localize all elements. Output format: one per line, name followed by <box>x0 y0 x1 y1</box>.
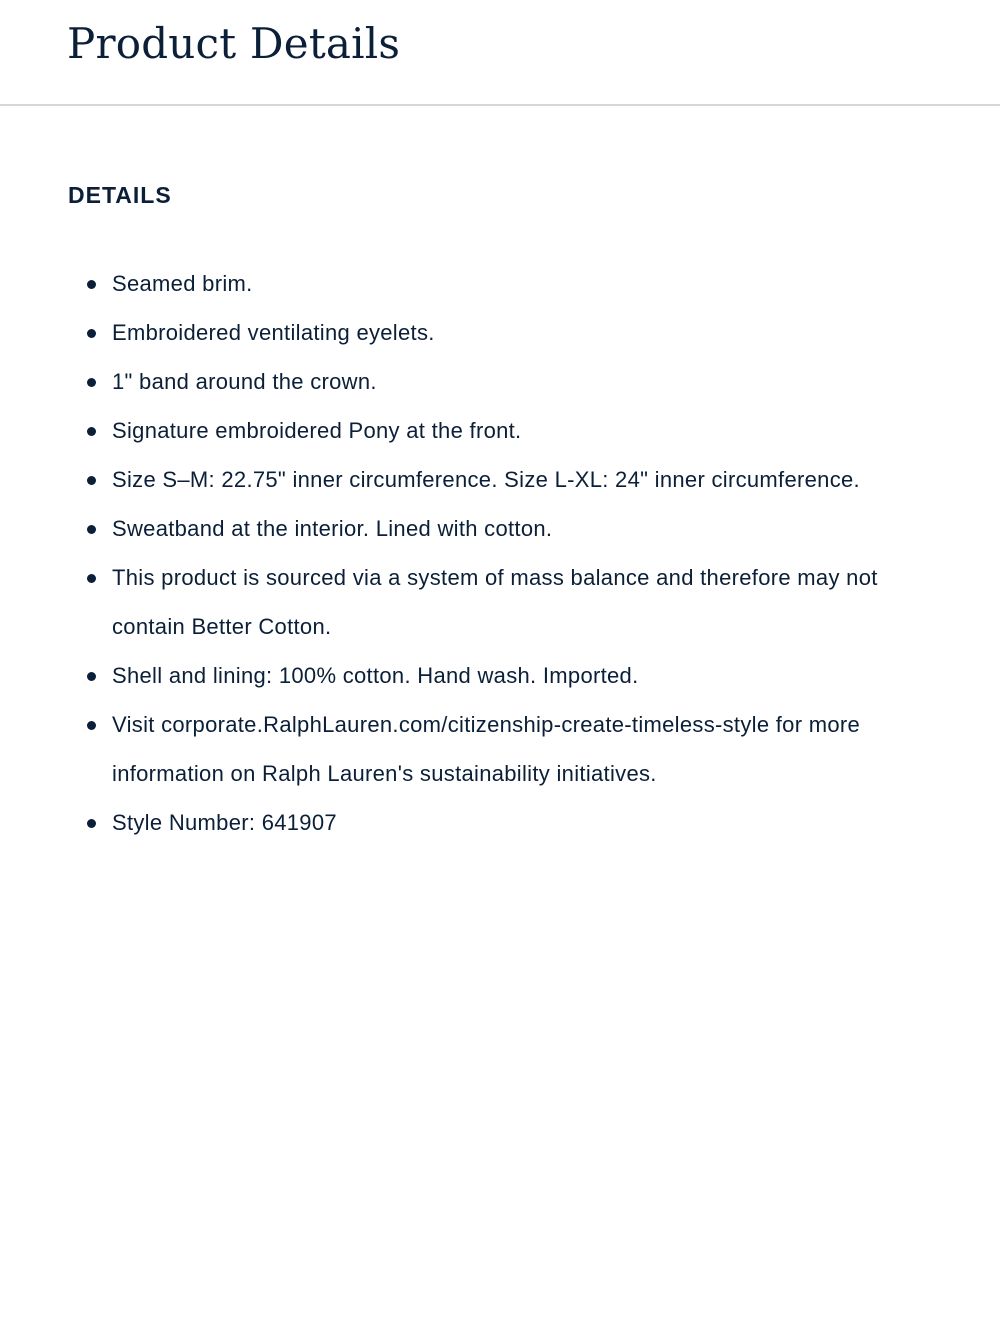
bullet-icon <box>87 378 96 387</box>
bullet-icon <box>87 721 96 730</box>
list-item-text: Shell and lining: 100% cotton. Hand wash. Imported. <box>112 663 639 688</box>
list-item-text: Style Number: 641907 <box>112 810 337 835</box>
list-item <box>0 357 1000 406</box>
list-item-text: Sweatband at the interior. Lined with cotton. <box>112 516 553 541</box>
list-item <box>0 700 1000 798</box>
list-item <box>0 308 1000 357</box>
list-item <box>0 798 1000 847</box>
page-title: Product Details <box>67 19 401 68</box>
list-item-text: This product is sourced via a system of mass balance and therefore may not contain Better Cotton. <box>112 565 878 639</box>
bullet-icon <box>87 525 96 534</box>
bullet-icon <box>87 427 96 436</box>
list-item-text: Visit corporate.RalphLauren.com/citizenship-create-timeless-style for more information on Ralph Lauren's sustainability initiatives. <box>112 712 861 786</box>
list-item <box>0 553 1000 651</box>
bullet-icon <box>87 329 96 338</box>
bullet-icon <box>87 280 96 289</box>
list-item-text: Seamed brim. <box>112 271 253 296</box>
list-item <box>0 259 1000 308</box>
list-item <box>0 406 1000 455</box>
bullet-icon <box>87 819 96 828</box>
bullet-icon <box>87 476 96 485</box>
details-list <box>0 259 1000 847</box>
bullet-icon <box>87 672 96 681</box>
page-header <box>0 0 1000 106</box>
list-item <box>0 651 1000 700</box>
list-item-text: 1" band around the crown. <box>112 369 377 394</box>
list-item-text: Size S–M: 22.75" inner circumference. Size L-XL: 24" inner circumference. <box>112 467 860 492</box>
list-item <box>0 455 1000 504</box>
list-item <box>0 504 1000 553</box>
details-heading: DETAILS <box>68 182 172 208</box>
list-item-text: Signature embroidered Pony at the front. <box>112 418 522 443</box>
bullet-icon <box>87 574 96 583</box>
list-item-text: Embroidered ventilating eyelets. <box>112 320 435 345</box>
